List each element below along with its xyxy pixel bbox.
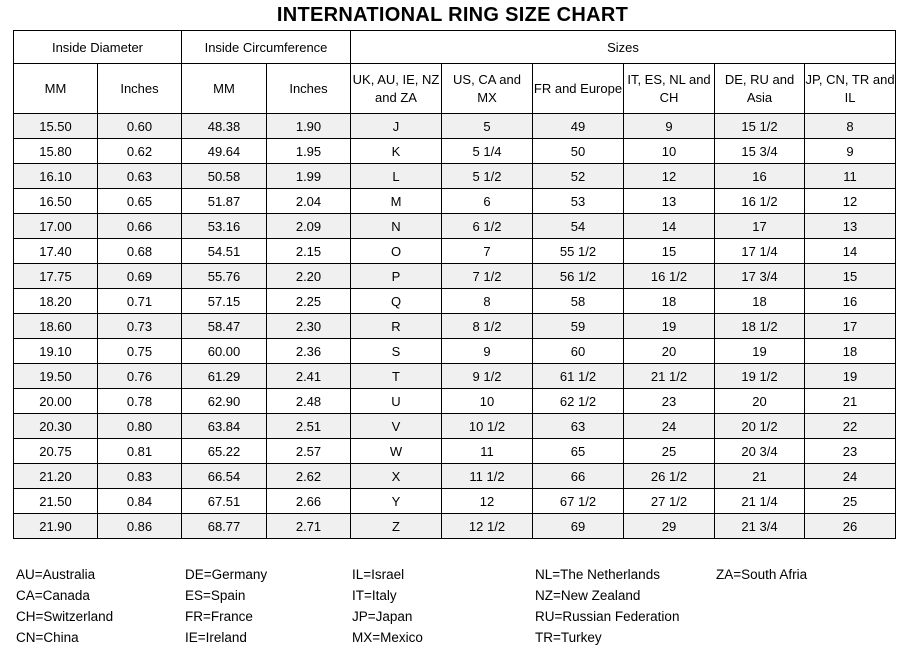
legend-entry: DE=Germany bbox=[185, 567, 268, 582]
table-cell: 21 bbox=[715, 464, 805, 489]
table-cell: 53 bbox=[533, 189, 624, 214]
table-cell: 25 bbox=[624, 439, 715, 464]
table-cell: 2.62 bbox=[267, 464, 351, 489]
chart-title: INTERNATIONAL RING SIZE CHART bbox=[276, 4, 629, 26]
table-cell: 0.66 bbox=[98, 214, 182, 239]
table-cell: 12 bbox=[805, 189, 896, 214]
table-cell: 15 1/2 bbox=[715, 114, 805, 139]
table-cell: 24 bbox=[805, 464, 896, 489]
table-cell: 10 bbox=[442, 389, 533, 414]
table-cell: 0.78 bbox=[98, 389, 182, 414]
table-cell: 2.48 bbox=[267, 389, 351, 414]
table-cell: 20 bbox=[715, 389, 805, 414]
table-cell: 5 bbox=[442, 114, 533, 139]
table-cell: 16.10 bbox=[14, 164, 98, 189]
table-cell: 9 bbox=[442, 339, 533, 364]
table-cell: 0.62 bbox=[98, 139, 182, 164]
table-cell: 17 1/4 bbox=[715, 239, 805, 264]
table-cell: 66.54 bbox=[182, 464, 267, 489]
table-cell: 12 1/2 bbox=[442, 514, 533, 539]
table-cell: 48.38 bbox=[182, 114, 267, 139]
table-row bbox=[14, 439, 896, 464]
table-cell: U bbox=[351, 389, 442, 414]
table-cell: 20 bbox=[624, 339, 715, 364]
table-cell: 65 bbox=[533, 439, 624, 464]
table-cell: 23 bbox=[624, 389, 715, 414]
table-cell: 55 1/2 bbox=[533, 239, 624, 264]
table-cell: 59 bbox=[533, 314, 624, 339]
col-header-fr: FR and Europe bbox=[533, 64, 624, 114]
table-cell: 12 bbox=[442, 489, 533, 514]
table-cell: W bbox=[351, 439, 442, 464]
table-cell: 9 bbox=[805, 139, 896, 164]
table-cell: 9 bbox=[624, 114, 715, 139]
table-cell: 69 bbox=[533, 514, 624, 539]
table-cell: 0.76 bbox=[98, 364, 182, 389]
legend-entry: RU=Russian Federation bbox=[535, 609, 680, 624]
table-cell: 20.30 bbox=[14, 414, 98, 439]
table-cell: 18 1/2 bbox=[715, 314, 805, 339]
table-cell: 66 bbox=[533, 464, 624, 489]
table-row bbox=[14, 139, 896, 164]
table-cell: 0.71 bbox=[98, 289, 182, 314]
country-code-legend bbox=[16, 564, 896, 656]
table-cell: 17 3/4 bbox=[715, 264, 805, 289]
table-row bbox=[14, 314, 896, 339]
table-row bbox=[14, 114, 896, 139]
table-cell: 56 1/2 bbox=[533, 264, 624, 289]
table-cell: R bbox=[351, 314, 442, 339]
legend-entry: ES=Spain bbox=[185, 588, 246, 603]
table-cell: 2.66 bbox=[267, 489, 351, 514]
table-cell: 10 1/2 bbox=[442, 414, 533, 439]
table-row bbox=[14, 289, 896, 314]
table-row bbox=[14, 364, 896, 389]
table-cell: 54 bbox=[533, 214, 624, 239]
legend-column bbox=[16, 564, 113, 648]
col-header-uk: UK, AU, IE, NZ and ZA bbox=[351, 64, 442, 114]
table-cell: 19 bbox=[624, 314, 715, 339]
table-cell: 20.75 bbox=[14, 439, 98, 464]
table-cell: 14 bbox=[805, 239, 896, 264]
legend-entry: IT=Italy bbox=[352, 588, 397, 603]
table-cell: 2.15 bbox=[267, 239, 351, 264]
legend-entry: JP=Japan bbox=[352, 609, 413, 624]
table-cell: 49 bbox=[533, 114, 624, 139]
table-cell: 51.87 bbox=[182, 189, 267, 214]
table-row bbox=[14, 489, 896, 514]
legend-entry: ZA=South Afria bbox=[716, 567, 808, 582]
table-cell: S bbox=[351, 339, 442, 364]
table-cell: 20.00 bbox=[14, 389, 98, 414]
legend-entry: CH=Switzerland bbox=[16, 609, 114, 624]
table-cell: 2.04 bbox=[267, 189, 351, 214]
col-header-diameter-inches: Inches bbox=[98, 64, 182, 114]
table-cell: 17 bbox=[715, 214, 805, 239]
table-cell: 63 bbox=[533, 414, 624, 439]
table-cell: 26 bbox=[805, 514, 896, 539]
table-cell: 21 bbox=[805, 389, 896, 414]
table-cell: 0.60 bbox=[98, 114, 182, 139]
table-cell: 58.47 bbox=[182, 314, 267, 339]
table-cell: 27 1/2 bbox=[624, 489, 715, 514]
table-cell: 1.99 bbox=[267, 164, 351, 189]
table-cell: 0.69 bbox=[98, 264, 182, 289]
legend-entry: NZ=New Zealand bbox=[535, 588, 641, 603]
table-cell: 50 bbox=[533, 139, 624, 164]
table-cell: 16 1/2 bbox=[624, 264, 715, 289]
table-cell: 0.86 bbox=[98, 514, 182, 539]
table-row bbox=[14, 164, 896, 189]
table-cell: 29 bbox=[624, 514, 715, 539]
col-header-jp: JP, CN, TR and IL bbox=[805, 64, 896, 114]
table-row bbox=[14, 514, 896, 539]
table-row bbox=[14, 239, 896, 264]
table-cell: Q bbox=[351, 289, 442, 314]
table-cell: 26 1/2 bbox=[624, 464, 715, 489]
table-cell: 61.29 bbox=[182, 364, 267, 389]
table-cell: 19 bbox=[805, 364, 896, 389]
table-cell: 16 bbox=[715, 164, 805, 189]
table-cell: 18 bbox=[624, 289, 715, 314]
header-sizes: Sizes bbox=[351, 31, 896, 64]
table-cell: 0.65 bbox=[98, 189, 182, 214]
legend-column bbox=[352, 564, 423, 648]
table-cell: 19 1/2 bbox=[715, 364, 805, 389]
col-header-diameter-mm: MM bbox=[14, 64, 98, 114]
table-cell: 25 bbox=[805, 489, 896, 514]
table-cell: Y bbox=[351, 489, 442, 514]
table-cell: 58 bbox=[533, 289, 624, 314]
table-cell: 60.00 bbox=[182, 339, 267, 364]
table-cell: 21.50 bbox=[14, 489, 98, 514]
table-cell: 0.68 bbox=[98, 239, 182, 264]
table-cell: 21 1/4 bbox=[715, 489, 805, 514]
col-header-it: IT, ES, NL and CH bbox=[624, 64, 715, 114]
table-cell: 15.50 bbox=[14, 114, 98, 139]
table-cell: 21 3/4 bbox=[715, 514, 805, 539]
table-cell: 20 3/4 bbox=[715, 439, 805, 464]
table-cell: 2.57 bbox=[267, 439, 351, 464]
table-cell: 1.95 bbox=[267, 139, 351, 164]
table-row bbox=[14, 389, 896, 414]
header-inside-diameter: Inside Diameter bbox=[14, 31, 182, 64]
table-cell: 57.15 bbox=[182, 289, 267, 314]
legend-column bbox=[535, 564, 679, 648]
table-cell: 13 bbox=[624, 189, 715, 214]
table-cell: 0.81 bbox=[98, 439, 182, 464]
table-cell: 18 bbox=[805, 339, 896, 364]
table-cell: 67 1/2 bbox=[533, 489, 624, 514]
table-cell: 6 1/2 bbox=[442, 214, 533, 239]
table-cell: 21 1/2 bbox=[624, 364, 715, 389]
table-cell: 54.51 bbox=[182, 239, 267, 264]
table-cell: 5 1/2 bbox=[442, 164, 533, 189]
table-cell: 11 bbox=[442, 439, 533, 464]
table-cell: 65.22 bbox=[182, 439, 267, 464]
table-cell: 0.75 bbox=[98, 339, 182, 364]
table-cell: 0.83 bbox=[98, 464, 182, 489]
table-cell: 8 1/2 bbox=[442, 314, 533, 339]
table-cell: 15 3/4 bbox=[715, 139, 805, 164]
table-cell: 2.25 bbox=[267, 289, 351, 314]
table-cell: 11 1/2 bbox=[442, 464, 533, 489]
col-header-de: DE, RU and Asia bbox=[715, 64, 805, 114]
table-cell: M bbox=[351, 189, 442, 214]
table-body bbox=[14, 114, 896, 539]
legend-entry: IE=Ireland bbox=[185, 630, 247, 645]
table-cell: 49.64 bbox=[182, 139, 267, 164]
table-cell: 2.20 bbox=[267, 264, 351, 289]
table-cell: 17.75 bbox=[14, 264, 98, 289]
legend-entry: FR=France bbox=[185, 609, 253, 624]
table-cell: 2.09 bbox=[267, 214, 351, 239]
legend-entry: CA=Canada bbox=[16, 588, 90, 603]
table-cell: K bbox=[351, 139, 442, 164]
table-cell: 14 bbox=[624, 214, 715, 239]
table-cell: 67.51 bbox=[182, 489, 267, 514]
table-cell: 19 bbox=[715, 339, 805, 364]
table-cell: T bbox=[351, 364, 442, 389]
table-row bbox=[14, 464, 896, 489]
legend-entry: AU=Australia bbox=[16, 567, 96, 582]
table-cell: 0.73 bbox=[98, 314, 182, 339]
table-cell: 62 1/2 bbox=[533, 389, 624, 414]
table-cell: P bbox=[351, 264, 442, 289]
table-cell: O bbox=[351, 239, 442, 264]
table-cell: 20 1/2 bbox=[715, 414, 805, 439]
table-cell: 21.90 bbox=[14, 514, 98, 539]
table-cell: 2.51 bbox=[267, 414, 351, 439]
table-cell: 9 1/2 bbox=[442, 364, 533, 389]
table-cell: 16 bbox=[805, 289, 896, 314]
table-cell: 7 bbox=[442, 239, 533, 264]
table-cell: 17.40 bbox=[14, 239, 98, 264]
table-cell: 0.63 bbox=[98, 164, 182, 189]
table-cell: 55.76 bbox=[182, 264, 267, 289]
table-cell: 16.50 bbox=[14, 189, 98, 214]
table-cell: 17 bbox=[805, 314, 896, 339]
table-cell: 61 1/2 bbox=[533, 364, 624, 389]
table-cell: 0.80 bbox=[98, 414, 182, 439]
table-cell: 15 bbox=[624, 239, 715, 264]
legend-column bbox=[185, 564, 267, 648]
table-cell: 16 1/2 bbox=[715, 189, 805, 214]
table-cell: 7 1/2 bbox=[442, 264, 533, 289]
table-cell: 13 bbox=[805, 214, 896, 239]
table-cell: 17.00 bbox=[14, 214, 98, 239]
table-cell: 2.41 bbox=[267, 364, 351, 389]
legend-column bbox=[716, 564, 807, 585]
table-cell: 52 bbox=[533, 164, 624, 189]
table-cell: 18 bbox=[715, 289, 805, 314]
table-cell: X bbox=[351, 464, 442, 489]
table-row bbox=[14, 339, 896, 364]
table-cell: 11 bbox=[805, 164, 896, 189]
table-cell: 6 bbox=[442, 189, 533, 214]
header-inside-circumference: Inside Circumference bbox=[182, 31, 351, 64]
table-cell: 19.10 bbox=[14, 339, 98, 364]
table-cell: Z bbox=[351, 514, 442, 539]
table-row bbox=[14, 214, 896, 239]
legend-entry: CN=China bbox=[16, 630, 79, 645]
table-cell: 24 bbox=[624, 414, 715, 439]
table-cell: 15 bbox=[805, 264, 896, 289]
table-cell: 2.30 bbox=[267, 314, 351, 339]
table-cell: 18.60 bbox=[14, 314, 98, 339]
table-row bbox=[14, 189, 896, 214]
table-cell: 50.58 bbox=[182, 164, 267, 189]
col-header-circumference-inches: Inches bbox=[267, 64, 351, 114]
table-cell: 53.16 bbox=[182, 214, 267, 239]
table-cell: 15.80 bbox=[14, 139, 98, 164]
table-cell: 60 bbox=[533, 339, 624, 364]
column-header-row bbox=[14, 64, 896, 114]
table-cell: 18.20 bbox=[14, 289, 98, 314]
table-cell: 1.90 bbox=[267, 114, 351, 139]
table-cell: 23 bbox=[805, 439, 896, 464]
table-cell: N bbox=[351, 214, 442, 239]
table-cell: 8 bbox=[805, 114, 896, 139]
table-cell: 12 bbox=[624, 164, 715, 189]
table-cell: 21.20 bbox=[14, 464, 98, 489]
legend-entry: NL=The Netherlands bbox=[535, 567, 660, 582]
table-cell: 22 bbox=[805, 414, 896, 439]
table-cell: L bbox=[351, 164, 442, 189]
table-cell: 0.84 bbox=[98, 489, 182, 514]
table-cell: 8 bbox=[442, 289, 533, 314]
table-row bbox=[14, 414, 896, 439]
legend-entry: IL=Israel bbox=[352, 567, 405, 582]
table-cell: 10 bbox=[624, 139, 715, 164]
legend-entry: MX=Mexico bbox=[352, 630, 423, 645]
col-header-circumference-mm: MM bbox=[182, 64, 267, 114]
table-cell: 62.90 bbox=[182, 389, 267, 414]
table-cell: 2.36 bbox=[267, 339, 351, 364]
table-row bbox=[14, 264, 896, 289]
table-cell: V bbox=[351, 414, 442, 439]
table-cell: J bbox=[351, 114, 442, 139]
legend-entry: TR=Turkey bbox=[535, 630, 602, 645]
table-cell: 63.84 bbox=[182, 414, 267, 439]
header-group-row bbox=[14, 31, 896, 64]
ring-size-table bbox=[13, 30, 896, 539]
table-cell: 2.71 bbox=[267, 514, 351, 539]
table-cell: 5 1/4 bbox=[442, 139, 533, 164]
table-cell: 68.77 bbox=[182, 514, 267, 539]
col-header-us: US, CA and MX bbox=[442, 64, 533, 114]
table-cell: 19.50 bbox=[14, 364, 98, 389]
